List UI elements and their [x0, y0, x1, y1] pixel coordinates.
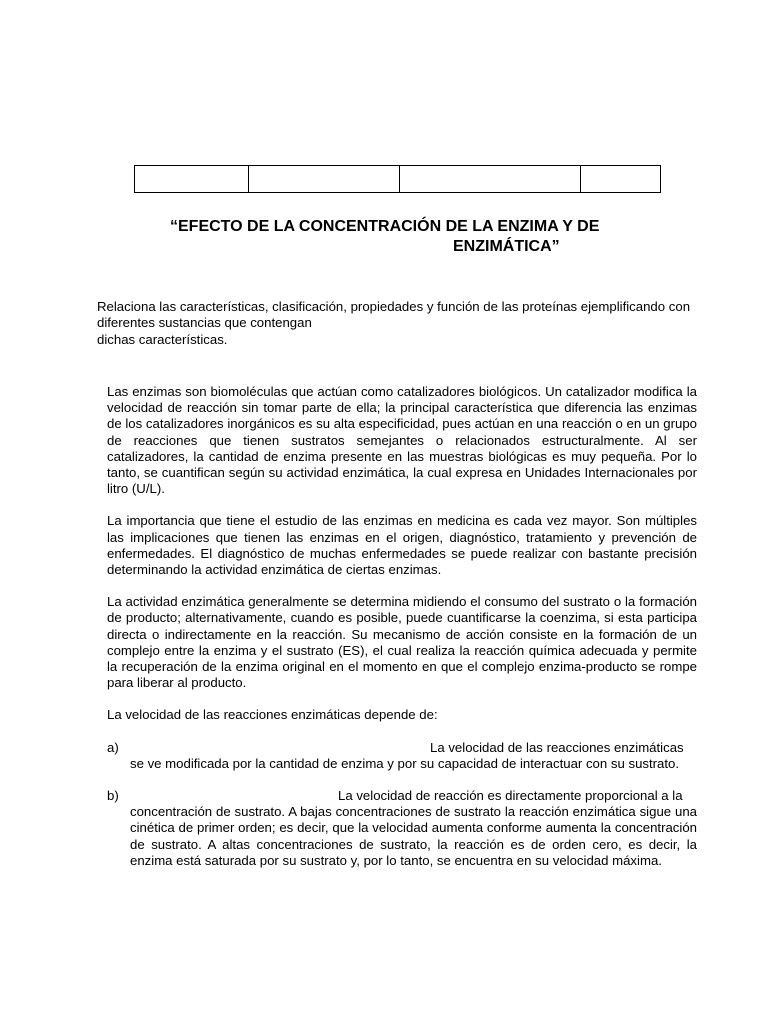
- intro-text: [97, 299, 727, 348]
- header-cell: [581, 166, 661, 193]
- list-item: [107, 788, 697, 869]
- paragraph-enzymes: Las enzimas son biomoléculas que actúan como catalizadores biológicos. Un catalizador modifica la velocidad de reacción sin tomar parte de ella; la principal característica que diferencia las enzimas de los catalizadores inorgánicos es su alta especificidad, pues actúan en una reacción o en un grupo de reacciones que tienen sustratos semejantes o relacionados estructuralmente. Al ser catalizadores, la cantidad de enzima presente en las muestras biológicas es muy pequeña. Por lo tanto, se cuantifican según su actividad enzimática, la cual expresa en Unidades Internacionales por litro (U/L).: [107, 384, 697, 497]
- header-table: [134, 165, 661, 193]
- document-body: [107, 384, 697, 885]
- header-table-row: [135, 166, 661, 193]
- header-cell: [249, 166, 400, 193]
- title-line-2: ENZIMÁTICA”: [453, 238, 560, 255]
- intro-line-3: dichas características.: [97, 331, 228, 347]
- list-item-content: [107, 788, 697, 869]
- list-item: [107, 740, 697, 772]
- document-title: [150, 217, 630, 257]
- paragraph-velocity-intro: La velocidad de las reacciones enzimáticas depende de:: [107, 707, 438, 723]
- header-cell: [400, 166, 581, 193]
- paragraph-activity: La actividad enzimática generalmente se determina midiendo el consumo del sustrato o la formación de producto; alternativamente, cuando es posible, puede cuantificarse la coenzima, si esta participa directa o indirectamente en la reacción. Su mecanismo de acción consiste en la formación de un complejo entre la enzima y el sustrato (ES), el cual realiza la reacción química adecuada y permite la recuperación de la enzima original en el momento en que el complejo enzima-producto se rompe para liberar al producto.: [107, 594, 697, 691]
- intro-line-2: diferentes sustancias que contengan: [97, 315, 312, 331]
- list-item-rest: concentración de sustrato. A bajas concentraciones de sustrato la reacción enzimática sigue una cinética de primer orden; es decir, que la velocidad aumenta conforme aumenta la concentración de sustrato. A altas concentraciones de sustrato, la reacción es de orden cero, es decir, la enzima está saturada por su sustrato y, por lo tanto, se encuentra en su velocidad máxima.: [130, 804, 697, 868]
- intro-line-1: Relaciona las características, clasificación, propiedades y función de las proteínas ejemplificando con: [97, 299, 691, 314]
- list-item-first-line: La velocidad de las reacciones enzimáticas: [430, 739, 684, 755]
- list-item-first-line: La velocidad de reacción es directamente proporcional a la: [338, 788, 683, 804]
- title-line-1: “EFECTO DE LA CONCENTRACIÓN DE LA ENZIMA Y DE: [170, 218, 600, 235]
- list-marker: a): [107, 739, 119, 755]
- list-item-content: [107, 740, 697, 772]
- paragraph-importance: La importancia que tiene el estudio de las enzimas en medicina es cada vez mayor. Son múltiples las implicaciones que tienen las enzimas en el origen, diagnóstico, tratamiento y prevención de enfermedades. El diagnóstico de muchas enfermedades se puede realizar con bastante precisión determinando la actividad enzimática de ciertas enzimas.: [107, 513, 697, 578]
- list-item-rest: se ve modificada por la cantidad de enzima y por su capacidad de interactuar con su sustrato.: [130, 755, 680, 771]
- list-marker: b): [107, 788, 119, 804]
- header-cell: [135, 166, 249, 193]
